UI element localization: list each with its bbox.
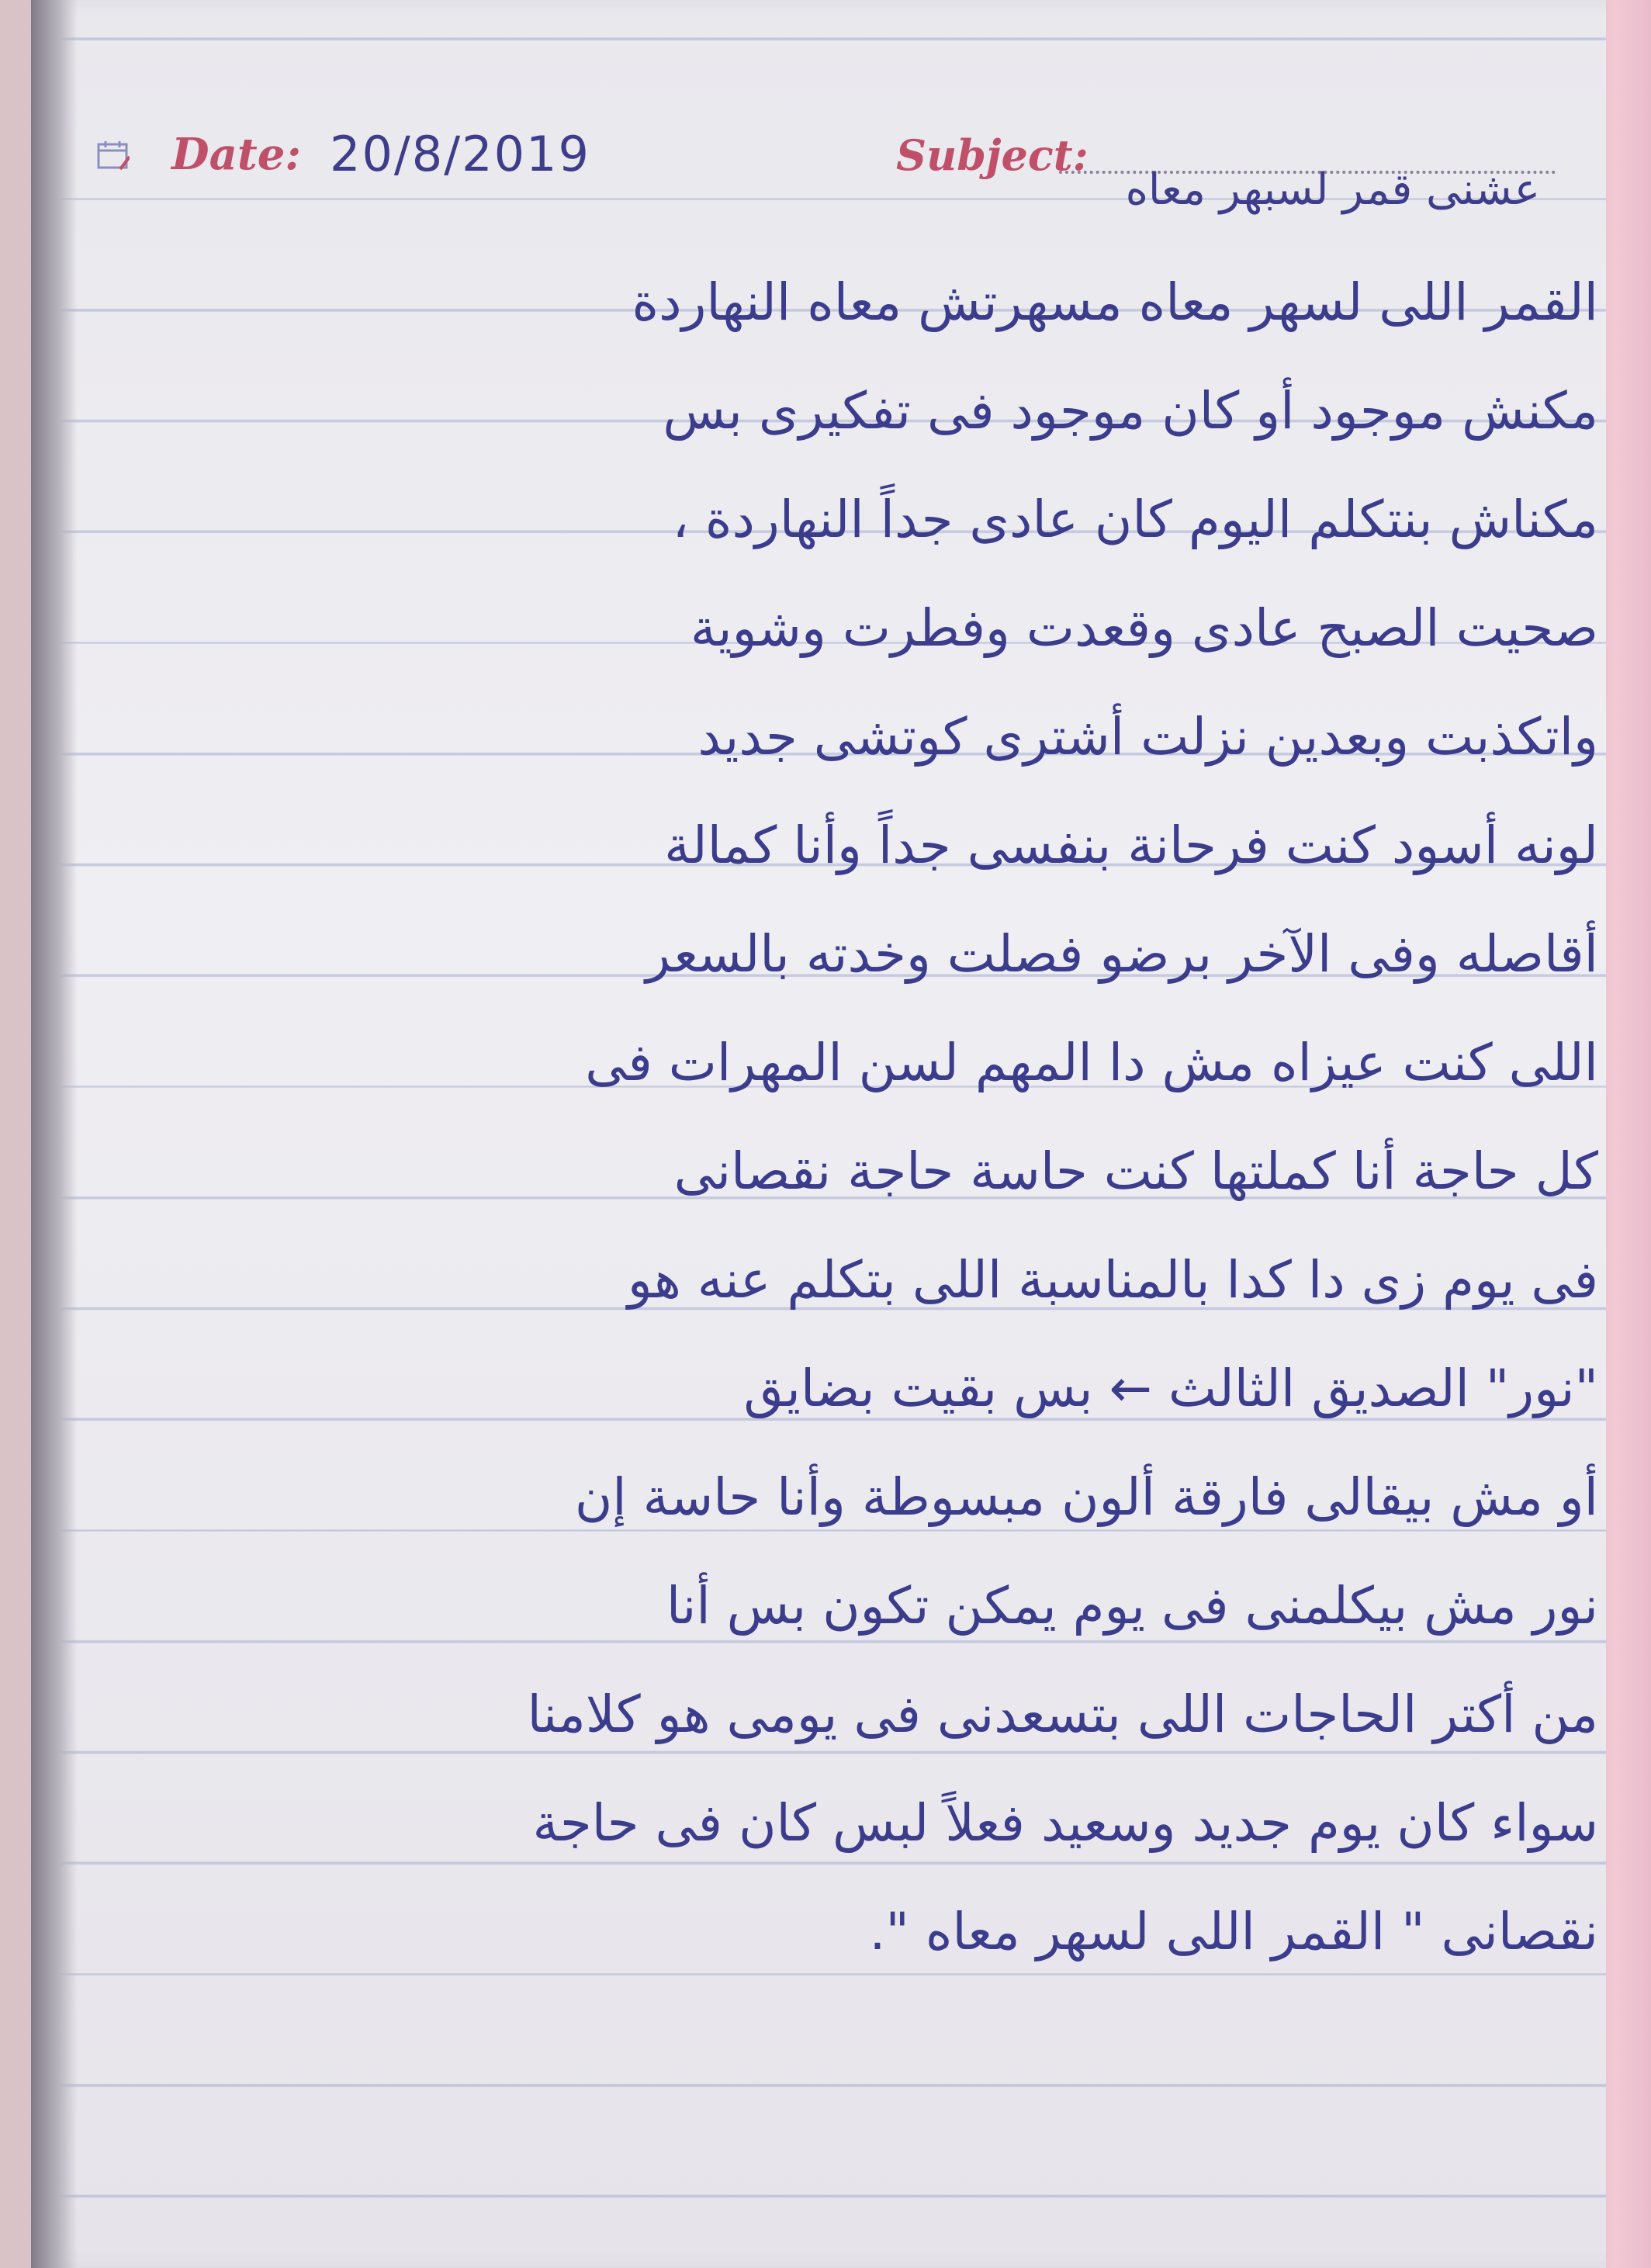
text-line: كل حاجة أنا كملتها كنت حاسة حاجة نقصانى (673, 1141, 1598, 1201)
text-line: فى يوم زى دا كدا بالمناسبة اللى بتكلم عنه هو (627, 1250, 1598, 1310)
calendar-icon (97, 140, 130, 171)
subject-label: Subject: (896, 130, 1089, 180)
text-line: من أكتر الحاجات اللى بتسعدنى فى يومى هو كلامنا (527, 1685, 1598, 1744)
text-line: القمر اللى لسهر معاه مسهرتش معاه النهاردة (632, 272, 1598, 332)
notebook-page (31, 0, 1606, 2268)
text-line: نقصانى " القمر اللى لسهر معاه ". (869, 1902, 1598, 1962)
subject-value: عشنى قمر لسبهر معاه (1125, 164, 1540, 215)
text-line: واتكذبت وبعدين نزلت أشترى كوتشى جديد (697, 707, 1598, 767)
page-shadow (31, 0, 78, 2268)
text-line: اللى كنت عيزاه مش دا المهم لسن المهرات فى (585, 1033, 1598, 1092)
text-line: سواء كان يوم جديد وسعيد فعلاً لبس كان فى حاجة (532, 1793, 1598, 1853)
text-line: أقاصله وفى الآخر برضو فصلت وخدته بالسعر (646, 924, 1598, 984)
text-line: صحيت الصبح عادى وقعدت وفطرت وشوية (690, 598, 1598, 658)
page-header (97, 124, 1594, 215)
text-line: مكنش موجود أو كان موجود فى تفكيرى بس (663, 381, 1598, 441)
text-line: "نور" الصديق الثالث ← بس بقيت بضايق (743, 1359, 1598, 1418)
date-label: Date: (171, 129, 302, 180)
subject-line (1059, 164, 1556, 215)
text-line: أو مش بيقالى فارقة ألون مبسوطة وأنا حاسة إن (574, 1467, 1598, 1527)
handwritten-text (85, 248, 1598, 1986)
text-line: مكناش بنتكلم اليوم كان عادى جداً النهاردة ، (672, 490, 1598, 549)
text-line: نور مش بيكلمنى فى يوم يمكن تكون بس أنا (666, 1576, 1598, 1636)
text-line: لونه أسود كنت فرحانة بنفسى جداً وأنا كمالة (664, 815, 1598, 875)
date-value: 20/8/2019 (330, 126, 590, 182)
